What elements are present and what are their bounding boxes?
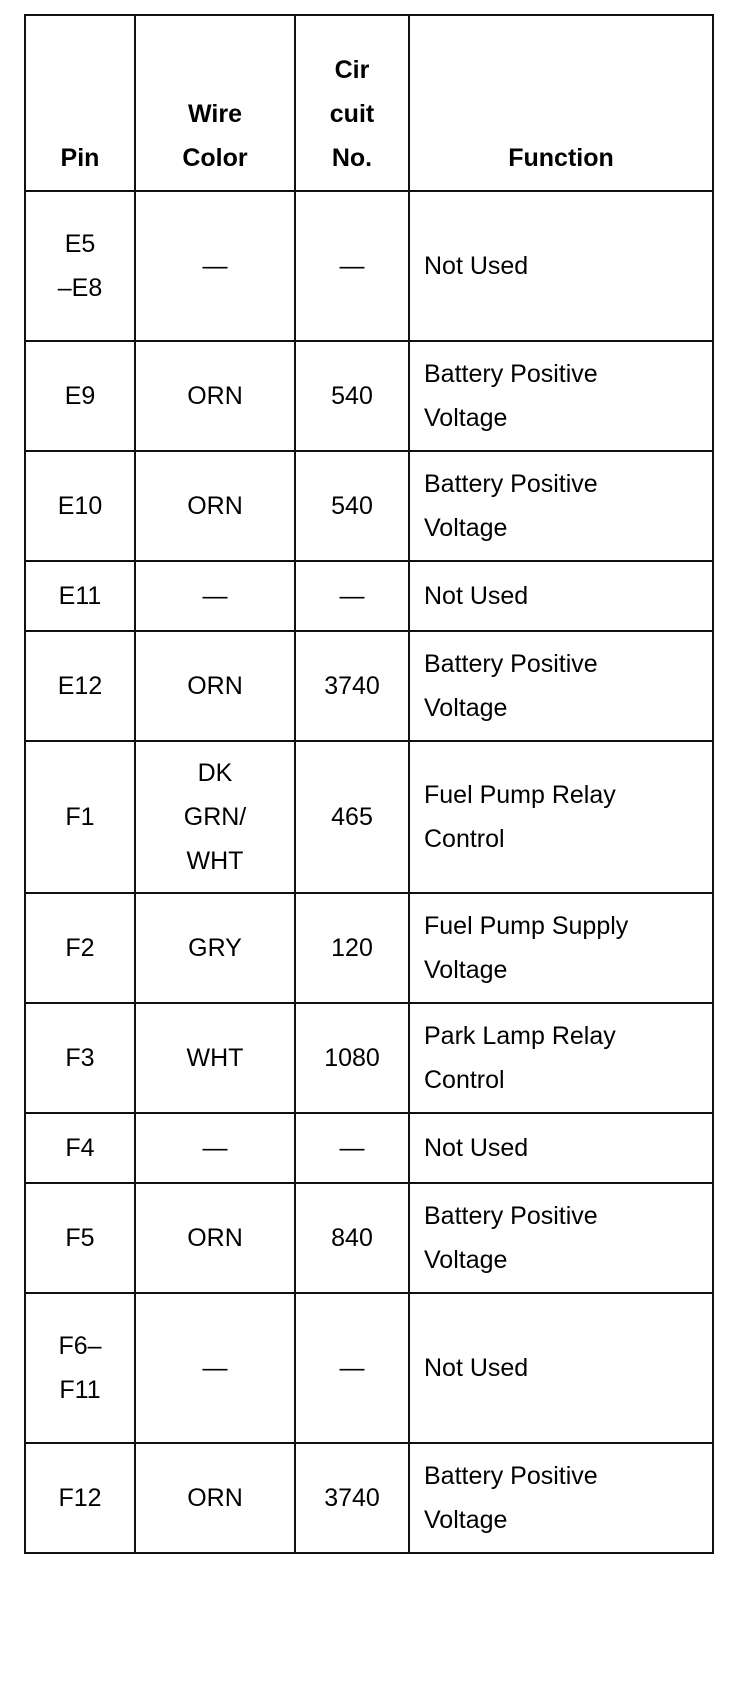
circuit-no-cell-text: — [339, 582, 365, 610]
wire-color-cell [135, 631, 295, 741]
pin-cell-text: E9 [64, 382, 96, 410]
circuit-no-cell [295, 561, 409, 631]
function-cell-text: Battery Positive Voltage [424, 1462, 598, 1534]
circuit-no-cell [295, 1293, 409, 1443]
table-row [25, 893, 713, 1003]
table-row [25, 1443, 713, 1553]
pin-cell-text: E11 [58, 582, 102, 610]
function-cell-text: Battery Positive Voltage [424, 1202, 598, 1274]
pin-cell [25, 561, 135, 631]
pin-cell [25, 1183, 135, 1293]
wire-color-cell [135, 1003, 295, 1113]
pin-cell [25, 1003, 135, 1113]
pin-cell [25, 741, 135, 893]
wire-color-cell-text: — [202, 1354, 228, 1382]
function-cell [409, 451, 713, 561]
pin-assignment-table [24, 14, 714, 1554]
function-cell-text: Not Used [424, 1134, 529, 1162]
circuit-no-cell-text: 1080 [324, 1044, 380, 1072]
header-pin: Pin [25, 15, 135, 191]
circuit-no-cell [295, 1183, 409, 1293]
circuit-no-cell [295, 631, 409, 741]
circuit-no-cell-text: 120 [331, 934, 373, 962]
wire-color-cell-text: ORN [187, 672, 243, 700]
function-cell-text: Battery Positive Voltage [424, 470, 598, 542]
function-cell [409, 341, 713, 451]
table-row [25, 1003, 713, 1113]
circuit-no-cell [295, 341, 409, 451]
circuit-no-cell-text: — [339, 1134, 365, 1162]
table-row [25, 191, 713, 341]
wire-color-cell-text: — [202, 252, 228, 280]
header-row [25, 15, 713, 191]
header-function: Function [409, 15, 713, 191]
pin-cell [25, 1113, 135, 1183]
wire-color-cell-text: — [202, 582, 228, 610]
pin-cell [25, 1293, 135, 1443]
wire-color-cell [135, 341, 295, 451]
pin-cell-text: F4 [65, 1134, 95, 1162]
pin-cell [25, 631, 135, 741]
pin-cell [25, 1443, 135, 1553]
function-cell [409, 1293, 713, 1443]
function-cell [409, 893, 713, 1003]
pin-cell-text: E10 [57, 492, 103, 520]
table-row [25, 631, 713, 741]
table-row [25, 561, 713, 631]
function-cell-text: Battery Positive Voltage [424, 650, 598, 722]
function-cell [409, 191, 713, 341]
wire-color-cell [135, 1293, 295, 1443]
circuit-no-cell [295, 741, 409, 893]
pin-cell [25, 341, 135, 451]
circuit-no-cell [295, 191, 409, 341]
function-cell [409, 741, 713, 893]
wire-color-cell-text: ORN [187, 382, 243, 410]
function-cell-text: Fuel Pump Supply Voltage [424, 912, 629, 984]
wire-color-cell [135, 191, 295, 341]
wire-color-cell [135, 561, 295, 631]
pin-cell-text: E5 –E8 [57, 230, 103, 302]
function-cell [409, 1113, 713, 1183]
header-wire-color: Wire Color [135, 15, 295, 191]
wire-color-cell-text: WHT [186, 1044, 244, 1072]
pin-cell-text: E12 [57, 672, 103, 700]
circuit-no-cell [295, 893, 409, 1003]
table-body [25, 191, 713, 1553]
function-cell [409, 631, 713, 741]
table-row [25, 1183, 713, 1293]
function-cell [409, 1183, 713, 1293]
pin-cell-text: F6– F11 [58, 1332, 102, 1404]
circuit-no-cell-text: 465 [331, 803, 373, 831]
circuit-no-cell-text: 3740 [324, 672, 380, 700]
circuit-no-cell [295, 451, 409, 561]
wire-color-cell [135, 741, 295, 893]
table-row [25, 451, 713, 561]
function-cell-text: Not Used [424, 252, 529, 280]
pin-cell-text: F5 [65, 1224, 95, 1252]
wire-color-cell-text: ORN [187, 492, 243, 520]
table-row [25, 1293, 713, 1443]
circuit-no-cell-text: — [339, 252, 365, 280]
circuit-no-cell-text: 840 [331, 1224, 373, 1252]
circuit-no-cell [295, 1443, 409, 1553]
pin-cell-text: F1 [65, 803, 95, 831]
circuit-no-cell-text: — [339, 1354, 365, 1382]
wire-color-cell-text: — [202, 1134, 228, 1162]
function-cell-text: Park Lamp Relay Control [424, 1022, 616, 1094]
wire-color-cell [135, 1443, 295, 1553]
wire-color-cell-text: GRY [188, 934, 242, 962]
circuit-no-cell-text: 3740 [324, 1484, 380, 1512]
pin-cell [25, 191, 135, 341]
pin-cell [25, 451, 135, 561]
function-cell [409, 561, 713, 631]
table-row [25, 1113, 713, 1183]
table-header [25, 15, 713, 191]
pin-cell-text: F3 [65, 1044, 95, 1072]
wire-color-cell-text: ORN [187, 1224, 243, 1252]
header-circuit-no: Cir cuit No. [295, 15, 409, 191]
wire-color-cell [135, 893, 295, 1003]
table-row [25, 741, 713, 893]
function-cell [409, 1443, 713, 1553]
function-cell [409, 1003, 713, 1113]
circuit-no-cell-text: 540 [331, 382, 373, 410]
function-cell-text: Not Used [424, 1354, 529, 1382]
wire-color-cell-text: DK GRN/ WHT [183, 759, 247, 875]
function-cell-text: Not Used [424, 582, 529, 610]
pin-cell [25, 893, 135, 1003]
pin-cell-text: F2 [65, 934, 95, 962]
wire-color-cell-text: ORN [187, 1484, 243, 1512]
wire-color-cell [135, 1183, 295, 1293]
wire-color-cell [135, 1113, 295, 1183]
circuit-no-cell [295, 1003, 409, 1113]
pin-cell-text: F12 [58, 1484, 102, 1512]
wire-color-cell [135, 451, 295, 561]
function-cell-text: Battery Positive Voltage [424, 360, 598, 432]
circuit-no-cell-text: 540 [331, 492, 373, 520]
circuit-no-cell [295, 1113, 409, 1183]
table-row [25, 341, 713, 451]
function-cell-text: Fuel Pump Relay Control [424, 781, 616, 853]
